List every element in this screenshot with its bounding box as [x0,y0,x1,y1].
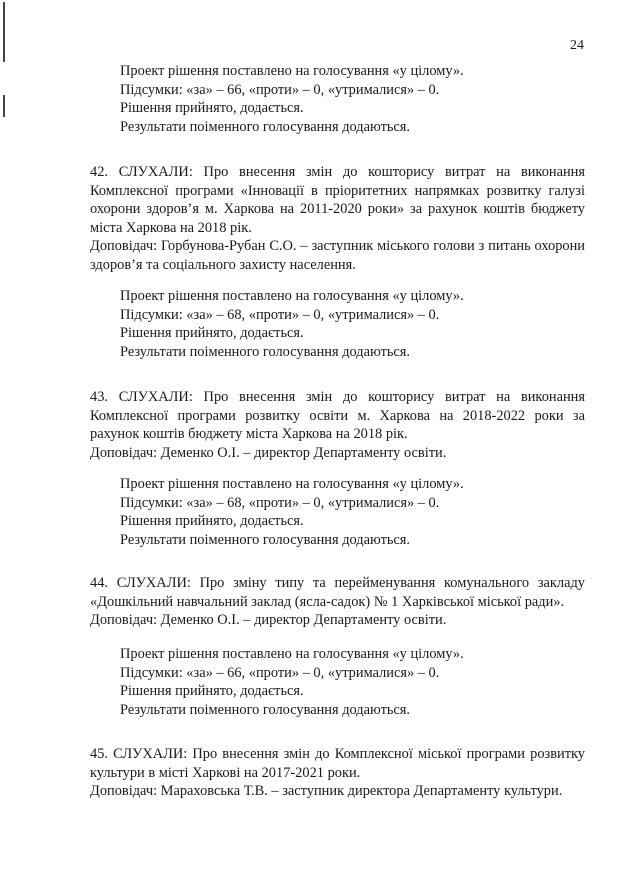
item-body: Про внесення змін до кошторису витрат на виконання Комплексної програми «Інновації в пріоритетних напрямках розвитку галузі охорони здоров’я м. Харкова на 2011-2020 роки» за рахунок коштів бюджету міста Харкова на 2018 рік. [90,164,586,236]
vote-line: Проект рішення поставлено на голосування «у цілому». [120,63,464,79]
item-text [90,388,585,444]
vote-line: Рішення прийнято, додається. [120,325,304,341]
agenda-item-45 [90,745,585,801]
scan-edge-mark-lower [3,95,5,117]
scan-edge-mark-top [3,2,5,62]
vote-line: Проект рішення поставлено на голосування «у цілому». [120,646,464,662]
vote-line: Результати поіменного голосування додаються. [120,531,411,548]
vote-result-43 [120,475,464,549]
vote-result-42 [120,287,464,361]
vote-result-44 [120,645,464,719]
vote-line: Результати поіменного голосування додаються. [120,701,411,718]
item-text [90,574,585,611]
page-number: 24 [570,38,584,53]
speaker-line: Доповідач: Деменко О.І. – директор Департаменту освіти. [90,444,447,461]
vote-line: Підсумки: «за» – 68, «проти» – 0, «утрималися» – 0. [120,494,440,511]
item-text [90,163,585,237]
agenda-item-44 [90,574,585,630]
vote-line: Рішення прийнято, додається. [120,683,304,699]
item-body: Про внесення змін до кошторису витрат на виконання Комплексної програми розвитку освіти м. Харкова на 2018-2022 роки за рахунок коштів бюджету міста Харкова на 2018 рік. [90,389,586,442]
item-body: Про зміну типу та перейменування комунального закладу «Дошкільний навчальний заклад (ясла-садок) № 1 Харківської міської ради». [90,575,585,610]
vote-line: Результати поіменного голосування додаються. [120,118,411,135]
vote-line: Підсумки: «за» – 66, «проти» – 0, «утрималися» – 0. [120,81,440,98]
item-heading: 44. СЛУХАЛИ: [90,575,191,591]
vote-line: Проект рішення поставлено на голосування «у цілому». [120,288,464,304]
speaker-line: Доповідач: Мараховська Т.В. – заступник директора Департаменту культури. [90,783,563,799]
vote-line: Підсумки: «за» – 66, «проти» – 0, «утрималися» – 0. [120,664,440,681]
item-text [90,745,585,782]
vote-line: Рішення прийнято, додається. [120,100,304,116]
agenda-item-43 [90,388,585,462]
vote-line: Результати поіменного голосування додаються. [120,343,411,360]
item-body: Про внесення змін до Комплексної міської програми розвитку культури в місті Харкові на 2017-2021 роки. [90,746,585,781]
vote-line: Підсумки: «за» – 68, «проти» – 0, «утрималися» – 0. [120,306,440,323]
speaker-line: Доповідач: Горбунова-Рубан С.О. – заступник міського голови з питань охорони здоров’я та соціального захисту населення. [90,238,585,273]
item-heading: 42. СЛУХАЛИ: [90,164,193,180]
agenda-item-42 [90,163,585,274]
item-heading: 43. СЛУХАЛИ: [90,389,193,405]
vote-line: Рішення прийнято, додається. [120,513,304,529]
item-heading: 45. СЛУХАЛИ: [90,746,188,762]
vote-line: Проект рішення поставлено на голосування «у цілому». [120,476,464,492]
vote-result-top [120,62,464,136]
speaker-line: Доповідач: Деменко О.І. – директор Департаменту освіти. [90,612,447,628]
